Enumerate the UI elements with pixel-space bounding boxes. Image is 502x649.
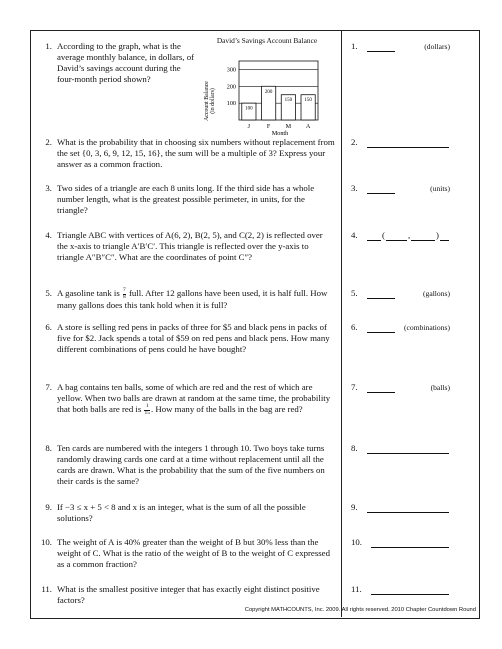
question-7 [36, 382, 336, 428]
answer-blank-11[interactable] [351, 584, 477, 596]
answer-line[interactable] [371, 547, 449, 548]
answer-blank-4[interactable] [351, 230, 477, 242]
question-4 [36, 230, 336, 276]
answer-number: 5. [351, 288, 358, 298]
y-axis-label: Account Balance [204, 81, 210, 121]
question-text-part: . How many of the balls in the bag are red? [150, 404, 303, 415]
answer-number: 8. [351, 443, 358, 453]
answer-column-divider [341, 30, 342, 617]
x-tick-label: F [266, 123, 271, 130]
question-text: Ten cards are numbered with the integers 1 through 10. Two boys take turns randomly drawing cards one card at a time without replacement until all the cards are drawn. What is the probability that the sum of the five numbers on their cards is the same? [57, 443, 325, 487]
question-text: The weight of A is 40% greater than the weight of B but 30% less than the weight of C. What is the ratio of the weight of B to the weight of C expressed as a common fraction? [57, 537, 330, 570]
x-tick-label: A [305, 123, 311, 130]
question-number: 9. [45, 502, 52, 512]
answer-unit: (combinations) [395, 322, 450, 333]
bar-value-label: 150 [284, 98, 293, 104]
answer-line[interactable] [367, 453, 449, 454]
question-number: 5. [45, 288, 52, 298]
bar-value-label: 200 [264, 89, 273, 95]
fraction [144, 404, 150, 416]
answer-number: 1. [351, 41, 358, 51]
question-number: 11. [41, 584, 52, 594]
answer-line[interactable] [371, 594, 449, 595]
y-axis-label-unit: (in dollars) [210, 88, 216, 114]
answer-blank-6[interactable] [351, 322, 477, 334]
question-text [57, 288, 335, 311]
question-number: 10. [41, 537, 52, 547]
fraction-denominator: 15 [144, 409, 150, 416]
question-number: 3. [45, 183, 52, 193]
question-text [57, 382, 335, 416]
question-6 [36, 322, 336, 368]
answer-blank-1[interactable] [351, 41, 477, 53]
answer-number: 9. [351, 502, 358, 512]
answer-blank-10[interactable] [351, 537, 477, 549]
fraction-numerator: 1 [145, 403, 149, 410]
chart-canvas [196, 44, 338, 140]
answer-blank-8[interactable] [351, 443, 477, 455]
answer-blank-9[interactable] [351, 502, 477, 514]
answer-number: 10. [351, 537, 362, 547]
answer-unit: (units) [395, 183, 450, 194]
coordinate-comma: , [408, 230, 411, 240]
x-axis-label: Month [271, 130, 289, 137]
answer-number: 4. [351, 230, 358, 240]
answer-number: 2. [351, 137, 358, 147]
answer-line[interactable] [367, 512, 449, 513]
y-tick-label: 200 [226, 83, 236, 91]
x-tick-label: M [285, 123, 292, 130]
answer-number: 6. [351, 322, 358, 332]
question-9 [36, 502, 336, 526]
answer-number: 11. [351, 584, 362, 594]
question-10 [36, 537, 336, 571]
chart-title: David’s Savings Account Balance [216, 36, 318, 45]
question-text: Triangle ABC with vertices of A(6, 2), B(2, 5), and C(2, 2) is reflected over the x-axis to triangle A′B′C′. This triangle is reflected over the y-axis to triangle A″B″C″. What are the coordinates of point C″? [57, 230, 323, 263]
open-paren: ( [382, 230, 385, 240]
question-number: 4. [45, 230, 52, 240]
question-number: 1. [45, 41, 52, 51]
fraction [123, 288, 126, 300]
question-text: If −3 ≤ x + 5 < 8 and x is an integer, what is the sum of all the possible solutions? [57, 502, 306, 524]
x-tick-label: J [247, 123, 251, 130]
close-paren: ) [436, 230, 439, 240]
answer-blank-5[interactable] [351, 288, 477, 300]
question-text: Two sides of a triangle are each 8 units long. If the third side has a whole number length, what is the greatest possible perimeter, in units, for the triangle? [57, 183, 315, 216]
y-tick-label: 300 [226, 66, 236, 74]
answer-unit: (gallons) [395, 288, 450, 299]
question-number: 7. [45, 382, 52, 392]
question-11 [36, 584, 336, 608]
question-5 [36, 288, 336, 312]
question-text-part: full. After 12 gallons have been used, it is half full. How many gallons does this tank hold when it is full? [57, 288, 328, 310]
fraction-denominator: 8 [123, 293, 126, 300]
question-number: 2. [45, 137, 52, 147]
question-text: What is the probability that in choosing six numbers without replacement from the set {0, 3, 6, 9, 12, 15, 16}, the sum will be a multiple of 3? Express your answer as a common fraction. [57, 137, 335, 170]
bar-value-label: 100 [245, 106, 253, 112]
copyright-footer: Copyright MATHCOUNTS, Inc. 2009. All rights reserved. 2010 Chapter Countdown Round [244, 607, 476, 613]
fraction-numerator: 7 [123, 287, 126, 293]
answer-unit: (dollars) [395, 41, 450, 52]
bar-value-label: 150 [304, 98, 312, 104]
answer-number: 3. [351, 183, 358, 193]
question-number: 6. [45, 322, 52, 332]
answer-line[interactable] [367, 147, 449, 148]
question-text-part: A bag contains ten balls, some of which are red and the rest of which are yellow. When two balls are drawn at random at the same time, the probability that both balls are red is [57, 382, 331, 415]
question-3 [36, 183, 336, 217]
question-8 [36, 443, 336, 489]
question-text: A store is selling red pens in packs of three for $5 and black pens in packs of five for $2. Jack spends a total of $59 on red pens and black pens. How many different combinations of pens could he have bought? [57, 322, 330, 355]
y-tick-label: 100 [226, 100, 236, 108]
answer-unit: (balls) [395, 382, 450, 393]
question-number: 8. [45, 443, 52, 453]
answer-blank-3[interactable] [351, 183, 477, 195]
question-text: What is the smallest positive integer that has exactly eight distinct positive factors? [57, 584, 320, 606]
answer-blank-7[interactable] [351, 382, 477, 394]
question-2 [36, 137, 336, 171]
question-text-part: A gasoline tank is [57, 288, 120, 299]
answer-number: 7. [351, 382, 358, 392]
question-text: According to the graph, what is the average monthly balance, in dollars, of David’s savings account during the four-month period shown? [57, 41, 195, 85]
savings-bar-chart [196, 36, 338, 140]
answer-blank-2[interactable] [351, 137, 477, 149]
